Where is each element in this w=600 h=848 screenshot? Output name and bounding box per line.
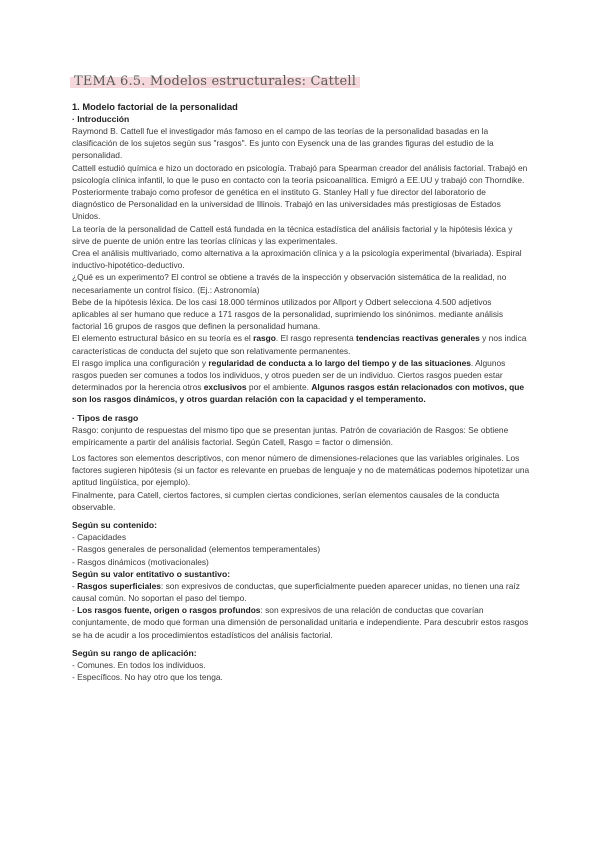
aplicacion-heading: Según su rango de aplicación:	[72, 647, 197, 658]
list-item: - Comunes. En todos los individuos.	[72, 659, 206, 670]
document-page	[72, 72, 530, 683]
rasgo-paragraph: El elemento estructural básico en su teoría es el rasgo. El rasgo representa tendencias reactivas generales y nos indica características de conducta del sujeto que son relativamente permanentes.	[72, 333, 527, 356]
contenido-list	[72, 531, 530, 568]
tipos-paragraph-1: Rasgo: conjunto de respuestas del mismo tipo que se presentan juntas. Patrón de covariación de Rasgos: Se obtiene empíricamente a partir del análisis factorial. Según Catell, Rasgo = factor o dimensión.	[72, 424, 509, 447]
intro-paragraph-4: Crea el análisis multivariado, como alternativa a la aproximación clínica y a la psicología experimental (bivariada). Espiral inductivo-hipotético-deductivo.	[72, 248, 522, 271]
list-item: - Específicos. No hay otro que los tenga.	[72, 671, 223, 682]
contenido-heading: Según su contenido:	[72, 520, 157, 531]
tipos-paragraph-3: Finalmente, para Catell, ciertos factores, si cumplen ciertas condiciones, serían elementos causales de la conducta observable.	[72, 489, 500, 512]
list-item: - Capacidades	[72, 532, 127, 543]
list-item: - Rasgos dinámicos (motivacionales)	[72, 556, 209, 567]
valor-item-fuente: - Los rasgos fuente, origen o rasgos profundos: son expresivos de una relación de conductas que covarían conjuntamente, de modo que forman una dimensión de personalidad unitaria e independiente. Para descubrir estos rasgos se ha de acudir a los procedimientos estadísticos del análisis factorial.	[72, 605, 529, 640]
configuration-paragraph: El rasgo implica una configuración y regularidad de conducta a lo largo del tiempo y de las situaciones. Algunos rasgos pueden ser comunes a todos los individuos, y otros pueden ser de un individuo. Ciertos rasgos pueden estar determinados por la herencia otros exclusivos por el ambiente. Algunos rasgos están relacionados con motivos, que son los rasgos dinámicos, y otros guardan relación con la capacidad y el temperamento.	[72, 357, 524, 405]
title-highlight	[72, 74, 358, 89]
intro-paragraph-6: Bebe de la hipótesis léxica. De los casi 18.000 términos utilizados por Allport y Odbert selecciona 4.500 adjetivos aplicables al ser humano que reduce a 171 rasgos de la personalidad, suprimiendo los sinónimos. mediante análisis factorial 16 grupos de rasgos que definen la personalidad humana.	[72, 296, 504, 332]
valor-item-superficiales: - Rasgos superficiales: son expresivos de conductas, que superficialmente pueden aparecer unidas, no tienen una raíz causal común. No soportan el paso del tiempo.	[72, 580, 520, 603]
section-heading: 1. Modelo factorial de la personalidad	[72, 102, 238, 112]
intro-paragraph-2: Cattell estudió química e hizo un doctorado en psicología. Trabajó para Spearman creador del análisis factorial. Trabajó en psicología clínica infantil, lo que le puso en contacto con la teoría psicoanalítica. Emigró a EE.UU y trabajó con Thorndike. Posteriormente trabajo como profesor de genética en el instituto G. Stanley Hall y fue director del laboratorio de diagnóstico de Personalidad en la universidad de Illinois. Trabajó en las universidades más prestigiosas de Estados Unidos.	[72, 162, 528, 222]
tipos-heading: · Tipos de rasgo	[72, 412, 139, 423]
tipos-paragraph-2: Los factores son elementos descriptivos, con menor número de dimensiones-relaciones que las variables originales. Los factores sugieren hipótesis (si un factor es relevante en pruebas de lenguaje y no de matemáticas podemos hipotetizar una aptitud lingüística, por ejemplo).	[72, 453, 530, 488]
intro-heading: · Introducción	[72, 114, 130, 124]
document-title: TEMA 6.5. Modelos estructurales: Cattell	[74, 74, 357, 89]
list-item: - Rasgos generales de personalidad (elementos temperamentales)	[72, 544, 321, 555]
intro-paragraph-1: Raymond B. Cattell fue el investigador más famoso en el campo de las teorías de la personalidad basadas en la clasificación de los sujetos según sus "rasgos". Es junto con Eysenck una de las grandes figuras del estudio de la personalidad.	[72, 126, 494, 161]
intro-paragraph-5: ¿Qué es un experimento? El control se obtiene a través de la inspección y observación sistemática de la realidad, no necesariamente un control físico. (Ej.: Astronomía)	[72, 272, 507, 295]
intro-paragraph-3: La teoría de la personalidad de Cattell está fundada en la técnica estadística del análisis factorial y la hipótesis léxica y sirve de puente de unión entre las teorías clínicas y las experimentales.	[72, 223, 513, 246]
aplicacion-list	[72, 659, 530, 683]
valor-heading: Según su valor entitativo o sustantivo:	[72, 568, 231, 579]
